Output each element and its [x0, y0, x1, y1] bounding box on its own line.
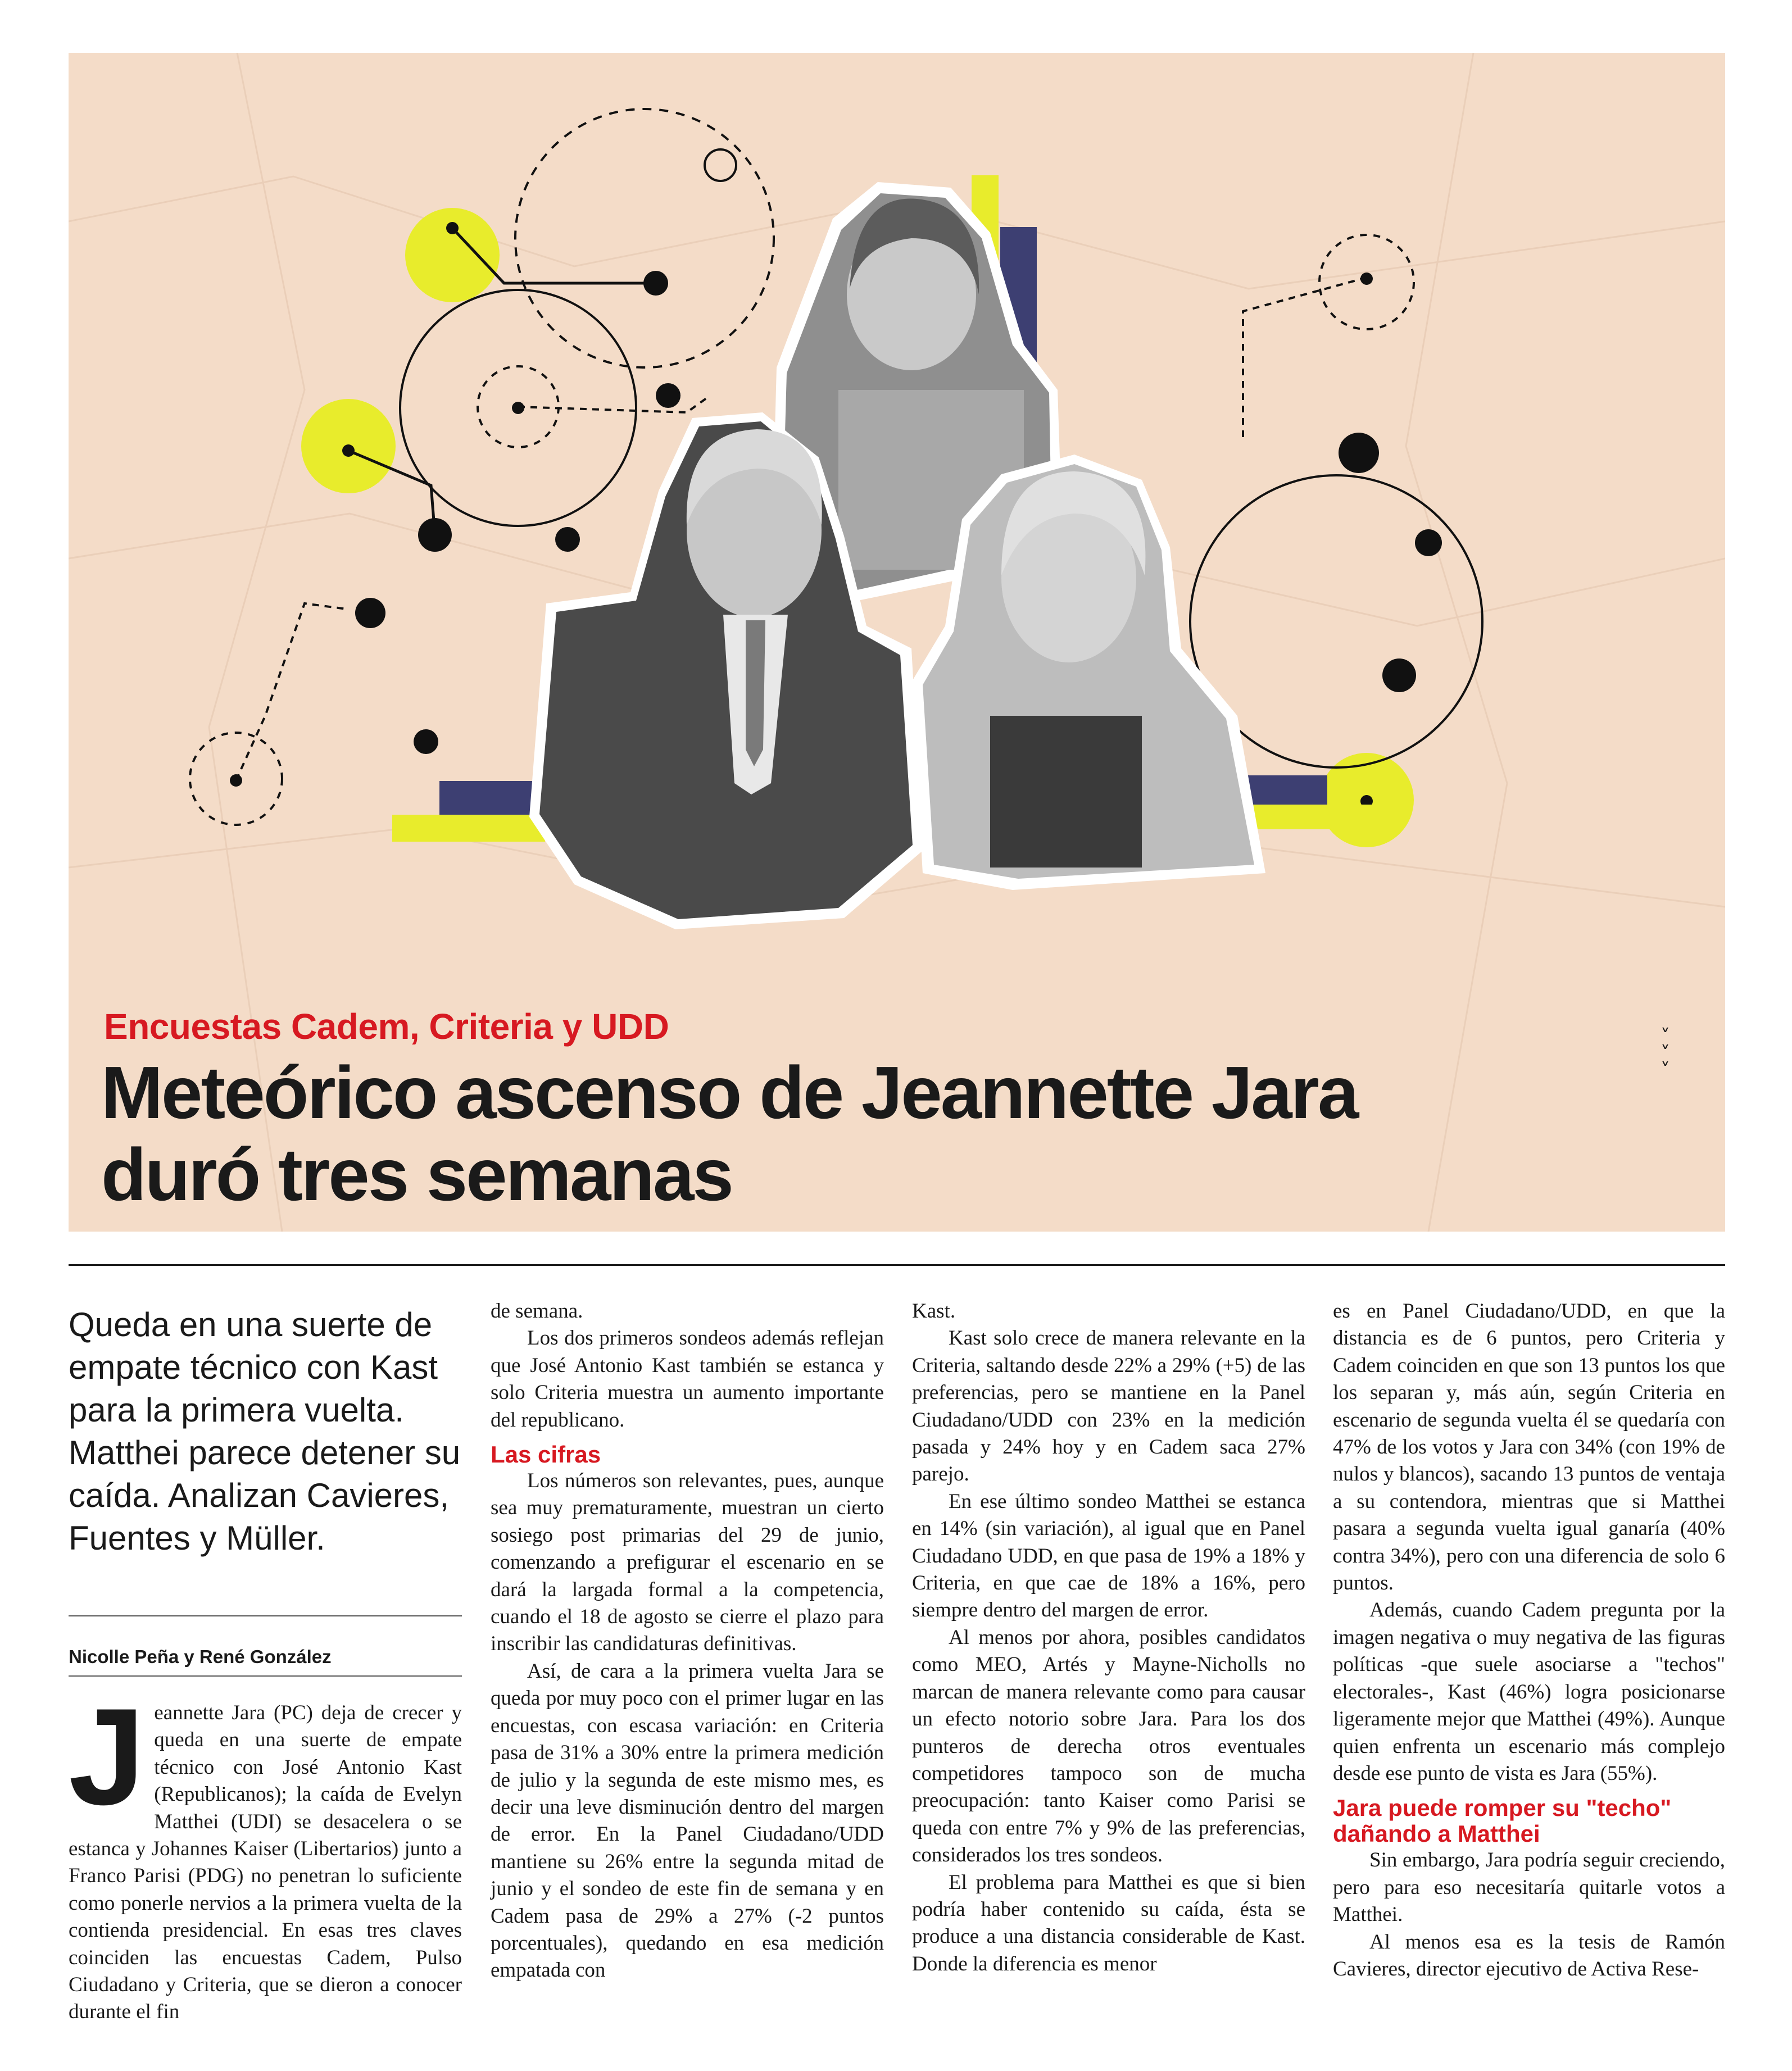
article-column-2 [491, 1298, 884, 1984]
body-paragraph: Así, de cara a la primera vuelta Jara se queda por muy poco con el primer lugar en las encuestas, con escasa variación: en Criteria pasa de 31% a 30% entre la primera medición de julio y la segunda de este mismo mes, es decir una leve disminución dentro del margen de error. En la Panel Ciudadano/UDD mantiene su 26% entre la segunda mitad de junio y el sondeo de este fin de semana y en Cadem pasa de 29% a 27% (-2 puntos porcentuales), quedando en esa medición empatada con [491, 1659, 884, 1982]
body-paragraph: Además, cuando Cadem pregunta por la imagen negativa o muy negativa de las figuras políticas -que suele asociarse a "techos" electorales-, Kast (46%) logra posicionarse ligeramente mejor que Matthei (49%). Aunque quien enfrenta un escenario más complejo desde ese punto de vista es Jara (55%). [1333, 1598, 1725, 1785]
lead-paragraph: Queda en una suerte de empate técnico con Kast para la primera vuelta. Matthei parece detener su caída. Analizan Cavieres, Fuentes y Müller. [69, 1306, 461, 1557]
drop-cap: J [69, 1679, 146, 1833]
headline-line-1: Meteórico ascenso de Jeannette Jara [101, 1051, 1358, 1134]
headline [101, 1052, 1562, 1216]
headline-line-2: duró tres semanas [101, 1133, 732, 1216]
hero-illustration [69, 53, 1725, 1232]
body-paragraph: Al menos esa es la tesis de Ramón Cavieres, director ejecutivo de Activa Rese- [1333, 1930, 1725, 1981]
article-column-4 [1333, 1298, 1725, 1983]
body-paragraph: Al menos por ahora, posibles candidatos como MEO, Artés y Mayne-Nicholls no marcan de manera relevante como para causar un efecto notorio sobre Jara. Para los dos punteros de derecha otros eventuales competidores tampoco son de mucha preocupación: tanto Kaiser como Parisi se queda con entre 7% y 9% de las preferencias, considerados los tres sondeos. [912, 1625, 1305, 1867]
portrait-jara [911, 455, 1265, 890]
byline-divider [69, 1675, 462, 1677]
body-paragraph: Los números son relevantes, pues, aunque sea muy prematuramente, muestran un cierto sosiego post primarias del 29 de junio, comenzando a prefigurar el escenario en se dará la largada formal a la competencia, cuando el 18 de agosto se cierre el plazo para inscribir las candidaturas definitivas. [491, 1469, 884, 1656]
body-paragraph: Sin embargo, Jara podría seguir creciendo, pero para eso necesitaría quitarle votos a Matthei. [1333, 1849, 1725, 1927]
body-paragraph: es en Panel Ciudadano/UDD, en que la distancia es de 6 puntos, pero Criteria y Cadem coinciden en que son 13 puntos los que los separan y, más aún, según Criteria en escenario de segunda vuelta él se quedaría con 47% de los votos y Jara con 34% (con 19% de nulos y blancos), sacando 13 puntos de ventaja a su contendora, mientras que si Matthei pasara a segunda vuelta igual ganaría (40% contra 34%), pero con una diferencia de solo 6 puntos. [1333, 1300, 1725, 1595]
lead-divider [69, 1615, 462, 1616]
body-paragraph: de semana. [491, 1300, 583, 1323]
body-paragraph: Kast solo crece de manera relevante en la Criteria, saltando desde 22% a 29% (+5) de las preferencias, pero se mantiene en la Panel Ciudadano/UDD con 23% en la medición pasada y 24% hoy y en Cadem saca 27% parejo. [912, 1327, 1305, 1486]
body-paragraph: eannette Jara (PC) deja de crecer y queda en una suerte de empate técnico con José Antonio Kast (Republicanos); la caída de Evelyn Matthei (UDI) se desacelera o se estanca y Johannes Kaiser (Libertarios) junto a Franco Parisi (PDG) no penetran lo suficiente como ponerle nervios a la primera vuelta de la contienda presidencial. En esas tres claves coinciden las encuestas Cadem, Pulso Ciudadano y Criteria, que se dieron a conocer durante el fin [69, 1701, 462, 2024]
body-paragraph: El problema para Matthei es que si bien podría haber contenido su caída, ésta se produce a una distancia considerable de Kast. Donde la diferencia es menor [912, 1870, 1305, 1975]
kicker: Encuestas Cadem, Criteria y UDD [104, 1006, 669, 1047]
chevron-down-icon: ˅ ˅ ˅ [1661, 1025, 1670, 1082]
article-column-1 [69, 1679, 462, 2026]
subheading-jara-techo: Jara puede romper su "techo" dañando a Matthei [1333, 1795, 1672, 1847]
body-paragraph: Kast. [912, 1300, 956, 1323]
body-paragraph: Los dos primeros sondeos además reflejan que José Antonio Kast también se estanca y solo Criteria muestra un aumento importante del republicano. [491, 1327, 884, 1432]
section-divider [69, 1264, 1725, 1266]
article-column-3 [912, 1298, 1305, 1978]
body-paragraph: En ese último sondeo Matthei se estanca en 14% (sin variación), al igual que en Panel Ciudadano UDD, en que pasa de 19% a 18% y Criteria, en que cae de 18% a 16%, pero siempre dentro del margen de error. [912, 1489, 1305, 1622]
subheading-las-cifras: Las cifras [491, 1441, 601, 1468]
byline: Nicolle Peña y René González [69, 1646, 332, 1667]
